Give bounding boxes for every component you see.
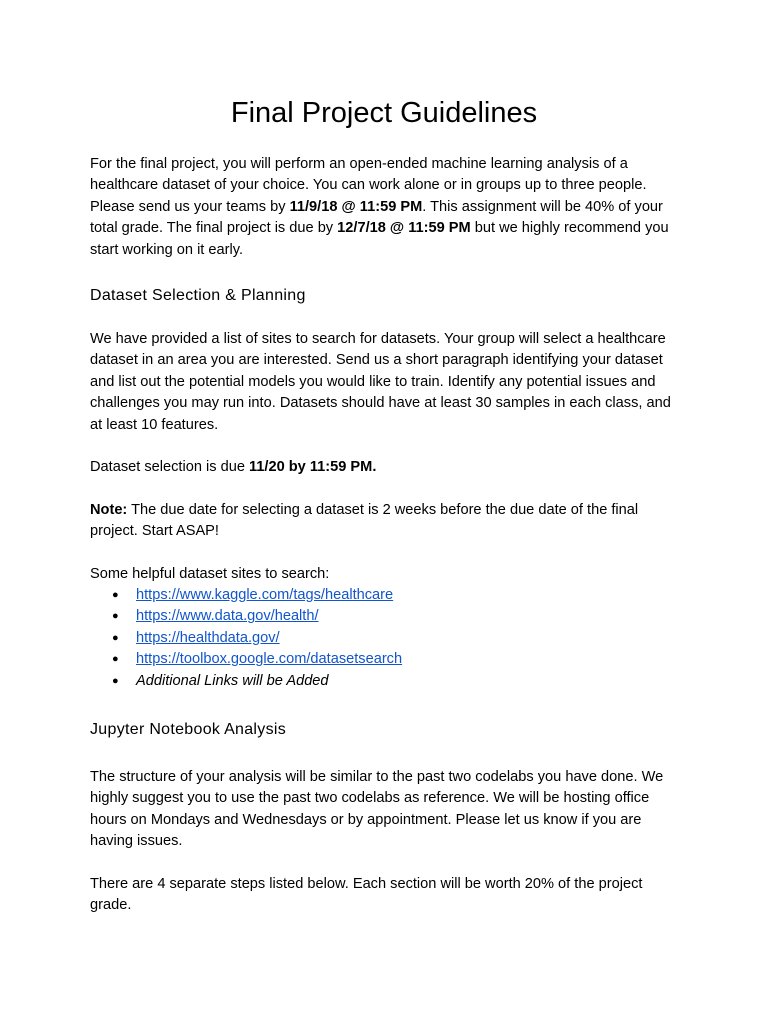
page-title: Final Project Guidelines — [230, 97, 538, 129]
list-item — [90, 649, 402, 670]
list-item — [90, 585, 402, 606]
data-gov-link[interactable]: https://www.data.gov/health/ — [136, 608, 319, 625]
intro-text-1: For the final project, you will perform an open-ended machine learning analysis of a healthcare dataset of your choice. You can work alone or in groups up to three people. Please send us your teams by — [90, 156, 647, 215]
list-item — [90, 628, 402, 649]
additional-links-note: Additional Links will be Added — [136, 672, 329, 689]
note-paragraph — [90, 500, 680, 543]
intro-paragraph — [90, 154, 680, 261]
dataset-sites-list — [90, 585, 402, 692]
teams-due-date: 11/9/18 @ 11:59 PM — [289, 198, 423, 215]
kaggle-link[interactable]: https://www.kaggle.com/tags/healthcare — [136, 587, 394, 603]
jupyter-section-heading: Jupyter Notebook Analysis — [90, 721, 287, 738]
list-item — [90, 606, 402, 627]
dataset-due-date: 11/20 by 11:59 PM. — [249, 459, 377, 475]
note-label: Note: — [90, 502, 128, 518]
dataset-section-heading: Dataset Selection & Planning — [90, 287, 306, 304]
dataset-due-line — [90, 457, 680, 478]
dataset-search-link[interactable]: https://toolbox.google.com/datasetsearch — [136, 651, 403, 668]
list-item — [90, 671, 402, 692]
jupyter-paragraph-1: The structure of your analysis will be similar to the past two codelabs you have done. We highly suggest you to use the past two codelabs as reference. We will be hosting office hours on Mondays and Wednesdays or by appointment. Please let us know if you are having issues. — [90, 769, 664, 850]
jupyter-paragraph-2: There are 4 separate steps listed below. Each section will be worth 20% of the project grade. — [90, 876, 643, 914]
note-text: The due date for selecting a dataset is 2 weeks before the due date of the final project. Start ASAP! — [90, 502, 639, 540]
intro-text-2: . This assignment will be 40% of your total grade. The final project is due by — [90, 198, 663, 237]
dataset-paragraph: We have provided a list of sites to search for datasets. Your group will select a healthcare dataset in an area you are interested. Send us a short paragraph identifying your dataset and list out the potential models you would like to train. Identify any potential issues and challenges you may run into. Datasets should have at least 30 samples in each class, and at least 10 features. — [90, 331, 671, 433]
intro-text-3: but we highly recommend you start working on it early. — [90, 220, 669, 258]
healthdata-link[interactable]: https://healthdata.gov/ — [136, 629, 280, 646]
sites-intro: Some helpful dataset sites to search: — [90, 566, 330, 582]
dataset-due-prefix: Dataset selection is due — [90, 459, 249, 475]
project-due-date: 12/7/18 @ 11:59 PM — [337, 220, 471, 237]
